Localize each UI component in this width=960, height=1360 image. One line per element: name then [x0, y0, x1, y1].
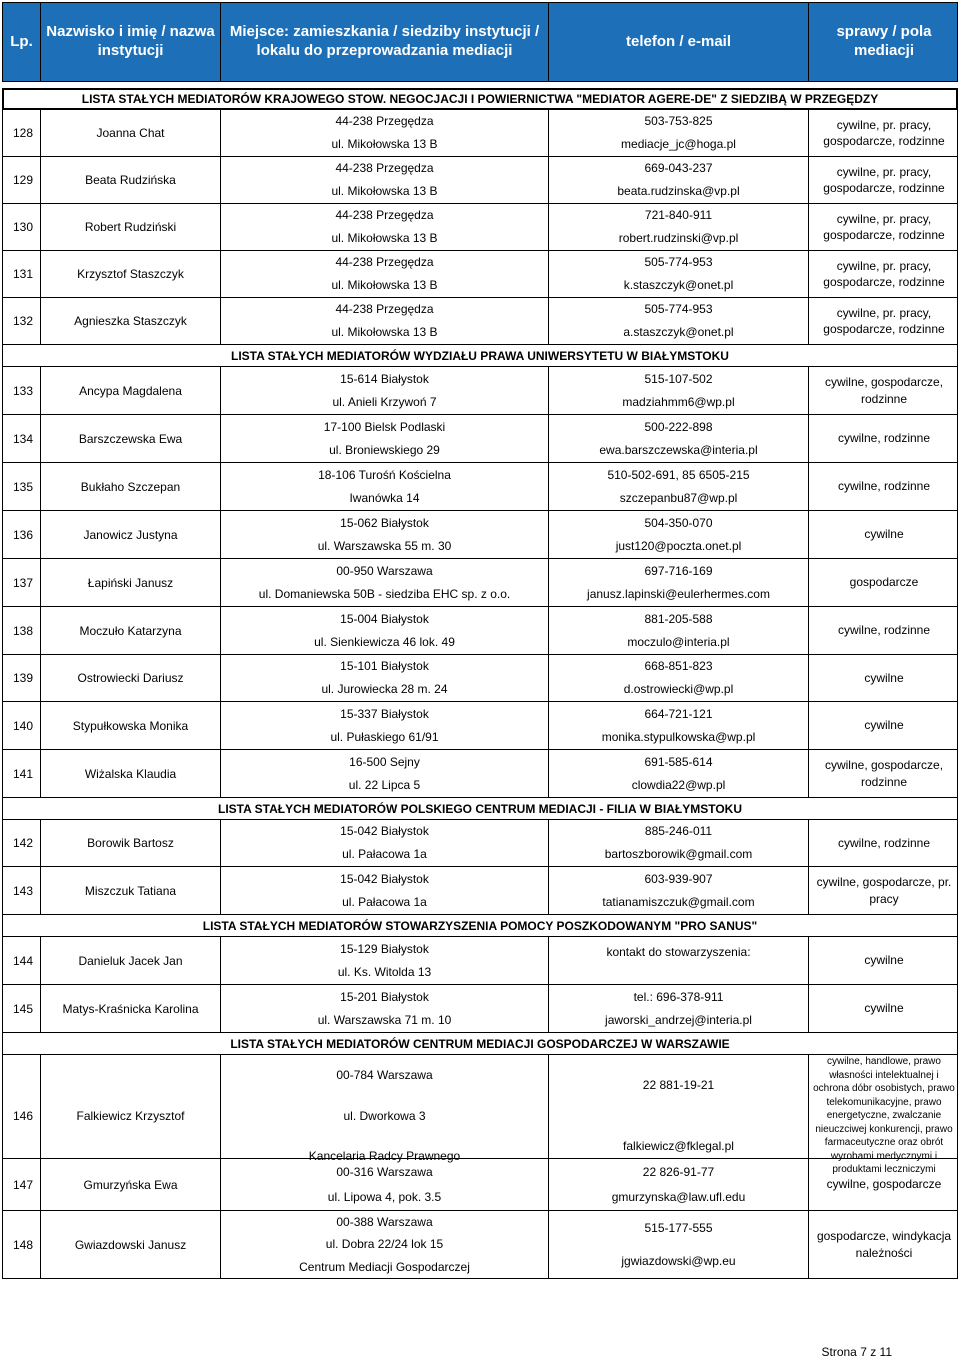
- contact-line: clowdia22@wp.pl: [631, 778, 726, 793]
- row-number: 138: [3, 607, 41, 654]
- document-page: [2, 2, 958, 1279]
- mediator-contact: [549, 702, 809, 749]
- place-line: 44-238 Przegędza: [335, 161, 434, 176]
- place-line: ul. Ks. Witolda 13: [337, 965, 432, 980]
- contact-line: 505-774-953: [644, 302, 713, 317]
- table-row: [2, 750, 958, 798]
- contact-line: 885-246-011: [644, 824, 713, 839]
- table-row: [2, 655, 958, 702]
- mediator-place: [221, 985, 549, 1032]
- contact-line: 668-851-823: [644, 659, 713, 674]
- contact-line: gmurzynska@law.ufl.edu: [611, 1190, 746, 1205]
- row-number: 146: [3, 1055, 41, 1177]
- mediator-place: [221, 367, 549, 414]
- mediator-areas: cywilne, rodzinne: [837, 835, 931, 850]
- mediator-place: [221, 251, 549, 297]
- mediator-contact: [549, 750, 809, 797]
- mediator-name: Wiżalska Klaudia: [41, 750, 221, 797]
- section-heading: LISTA STAŁYCH MEDIATORÓW STOWARZYSZENIA POMOCY POSZKODOWANYM "PRO SANUS": [2, 915, 958, 937]
- mediator-areas: cywilne: [864, 953, 904, 968]
- contact-line: 881-205-588: [644, 611, 713, 626]
- section-heading: LISTA STAŁYCH MEDIATORÓW POLSKIEGO CENTRUM MEDIACJI - FILIA W BIAŁYMSTOKU: [2, 798, 958, 820]
- mediator-name: Matys-Kraśnicka Karolina: [41, 985, 221, 1032]
- table-row: [2, 985, 958, 1033]
- mediator-name: Miszczuk Tatiana: [41, 867, 221, 914]
- contact-line: beata.rudzinska@vp.pl: [617, 184, 740, 199]
- row-number: 142: [3, 820, 41, 866]
- place-line: 15-004 Białystok: [340, 611, 429, 626]
- table-row: [2, 937, 958, 985]
- row-number: 143: [3, 867, 41, 914]
- mediator-place: [221, 867, 549, 914]
- mediator-contact: [549, 463, 809, 510]
- contact-line: falkiewicz@fklegal.pl: [623, 1138, 734, 1153]
- contact-line: jgwiazdowski@wp.eu: [621, 1254, 736, 1269]
- mediator-areas: cywilne: [864, 1001, 904, 1016]
- mediator-place: [221, 110, 549, 156]
- mediator-areas: cywilne, rodzinne: [837, 431, 931, 446]
- mediator-areas: cywilne, pr. pracy, gospodarcze, rodzinne: [823, 211, 945, 242]
- mediator-areas: gospodarcze, windykacja należności: [816, 1229, 952, 1260]
- place-line: ul. Mikołowska 13 B: [331, 184, 438, 199]
- mediator-contact: [549, 937, 809, 984]
- place-line: 15-062 Białystok: [340, 515, 429, 530]
- table-header: [2, 2, 958, 82]
- contact-line: jaworski_andrzej@interia.pl: [605, 1013, 752, 1028]
- header-areas: sprawy / pola mediacji: [836, 23, 932, 59]
- mediator-name: Borowik Bartosz: [41, 820, 221, 866]
- contact-line: d.ostrowiecki@wp.pl: [623, 682, 734, 697]
- mediator-name: Moczuło Katarzyna: [41, 607, 221, 654]
- contact-line: 721-840-911: [644, 208, 713, 223]
- place-line: 17-100 Bielsk Podlaski: [323, 419, 446, 434]
- mediator-place: [221, 937, 549, 984]
- place-line: Iwanówka 14: [349, 491, 420, 506]
- contact-line: 515-107-502: [644, 371, 713, 386]
- mediator-place: [221, 1159, 549, 1210]
- mediator-contact: [549, 655, 809, 701]
- contact-line: madziahmm6@wp.pl: [622, 395, 735, 410]
- place-line: ul. Dobra 22/24 lok 15: [325, 1237, 444, 1252]
- table-row: [2, 1211, 958, 1279]
- row-number: 129: [3, 157, 41, 203]
- mediator-place: [221, 415, 549, 462]
- contact-line: tatianamiszczuk@gmail.com: [602, 895, 755, 910]
- place-line: ul. Jurowiecka 28 m. 24: [321, 682, 448, 697]
- contact-line: 22 826-91-77: [642, 1164, 715, 1179]
- mediator-contact: [549, 157, 809, 203]
- mediator-place: [221, 607, 549, 654]
- header-lp: Lp.: [3, 3, 41, 81]
- mediator-place: [221, 1211, 549, 1278]
- mediator-contact: [549, 415, 809, 462]
- mediator-name: Barszczewska Ewa: [41, 415, 221, 462]
- mediator-areas: cywilne: [864, 718, 904, 733]
- table-row: [2, 820, 958, 867]
- place-line: ul. 22 Lipca 5: [348, 778, 421, 793]
- mediator-areas: cywilne, handlowe, prawo własności intelektualnej i ochrona dóbr osobistych, prawo telekomunikacyjne, prawo energetyczne, zwalczanie nieuczciwej konkurencji, prawo farmaceutyczne oraz obrót wyrobami medycznymi i produktami leczniczymi: [813, 1056, 955, 1175]
- contact-line: 22 881-19-21: [642, 1078, 715, 1093]
- mediator-areas: cywilne: [864, 670, 904, 685]
- place-line: 00-316 Warszawa: [336, 1164, 433, 1179]
- place-line: ul. Mikołowska 13 B: [331, 325, 438, 340]
- contact-line: mediacje_jc@hoga.pl: [621, 137, 736, 152]
- table-row: [2, 463, 958, 511]
- place-line: 00-784 Warszawa: [336, 1068, 433, 1083]
- contact-line: 505-774-953: [644, 255, 713, 270]
- place-line: 44-238 Przegędza: [335, 208, 434, 223]
- mediator-place: [221, 820, 549, 866]
- table-row: [2, 204, 958, 251]
- mediator-name: Bukłaho Szczepan: [41, 463, 221, 510]
- contact-line: k.staszczyk@onet.pl: [623, 278, 734, 293]
- contact-line: 510-502-691, 85 6505-215: [607, 467, 750, 482]
- place-line: 44-238 Przegędza: [335, 302, 434, 317]
- row-number: 131: [3, 251, 41, 297]
- mediator-place: [221, 157, 549, 203]
- contact-line: moczulo@interia.pl: [627, 635, 730, 650]
- table-row: [2, 559, 958, 607]
- mediator-areas: cywilne, rodzinne: [837, 623, 931, 638]
- mediator-areas: gospodarcze: [849, 575, 919, 590]
- table-row: [2, 157, 958, 204]
- row-number: 133: [3, 367, 41, 414]
- contact-line: 664-721-121: [644, 706, 713, 721]
- place-line: 15-614 Białystok: [340, 371, 429, 386]
- place-line: ul. Pułaskiego 61/91: [330, 730, 439, 745]
- table-row: [2, 607, 958, 655]
- place-line: 00-950 Warszawa: [336, 563, 433, 578]
- row-number: 144: [3, 937, 41, 984]
- contact-line: 515-177-555: [644, 1220, 713, 1235]
- place-line: Centrum Mediacji Gospodarczej: [299, 1259, 470, 1274]
- mediator-areas: cywilne, pr. pracy, gospodarcze, rodzinne: [823, 258, 945, 289]
- place-line: ul. Mikołowska 13 B: [331, 137, 438, 152]
- contact-line: ewa.barszczewska@interia.pl: [599, 443, 758, 458]
- row-number: 130: [3, 204, 41, 250]
- mediator-contact: [549, 985, 809, 1032]
- header-contact: telefon / e-mail: [549, 3, 809, 81]
- mediator-areas: cywilne, rodzinne: [837, 479, 931, 494]
- table-body: [2, 88, 958, 1279]
- table-row: [2, 367, 958, 415]
- place-line: 15-129 Białystok: [340, 941, 429, 956]
- place-line: ul. Warszawska 55 m. 30: [317, 539, 452, 554]
- mediator-name: Robert Rudziński: [41, 204, 221, 250]
- mediator-contact: [549, 298, 809, 344]
- mediator-name: Danieluk Jacek Jan: [41, 937, 221, 984]
- section-heading: LISTA STAŁYCH MEDIATORÓW CENTRUM MEDIACJI GOSPODARCZEJ W WARSZAWIE: [2, 1033, 958, 1055]
- mediator-areas: cywilne, pr. pracy, gospodarcze, rodzinne: [823, 305, 945, 336]
- mediator-contact: [549, 1159, 809, 1210]
- mediator-contact: [549, 559, 809, 606]
- mediator-contact: [549, 110, 809, 156]
- mediator-name: Ancypa Magdalena: [41, 367, 221, 414]
- mediator-name: Joanna Chat: [41, 110, 221, 156]
- contact-line: just120@poczta.onet.pl: [615, 539, 742, 554]
- contact-line: 500-222-898: [644, 419, 713, 434]
- row-number: 141: [3, 750, 41, 797]
- table-row: [2, 702, 958, 750]
- mediator-place: [221, 511, 549, 558]
- table-row: [2, 110, 958, 157]
- contact-line: 669-043-237: [644, 161, 713, 176]
- place-line: 15-101 Białystok: [340, 659, 429, 674]
- mediator-place: [221, 655, 549, 701]
- row-number: 139: [3, 655, 41, 701]
- place-line: 15-201 Białystok: [340, 989, 429, 1004]
- contact-line: 603-939-907: [644, 871, 713, 886]
- contact-line: janusz.lapinski@eulerhermes.com: [587, 587, 770, 602]
- mediator-name: Stypułkowska Monika: [41, 702, 221, 749]
- table-row: [2, 1159, 958, 1211]
- contact-line: a.staszczyk@onet.pl: [623, 325, 734, 340]
- place-line: 18-106 Turośń Kościelna: [318, 467, 451, 482]
- mediator-contact: [549, 511, 809, 558]
- place-line: 00-388 Warszawa: [336, 1214, 433, 1229]
- section-heading: LISTA STAŁYCH MEDIATORÓW KRAJOWEGO STOW. NEGOCJACJI I POWIERNICTWA "MEDIATOR AGERE-DE" Z SIEDZIBĄ W PRZEGĘDZY: [2, 88, 958, 110]
- row-number: 132: [3, 298, 41, 344]
- mediator-place: [221, 559, 549, 606]
- contact-line: 691-585-614: [644, 754, 713, 769]
- row-number: 145: [3, 985, 41, 1032]
- row-number: 148: [3, 1211, 41, 1278]
- row-number: 137: [3, 559, 41, 606]
- mediator-areas: cywilne, gospodarcze: [826, 1177, 942, 1192]
- contact-line: monika.stypulkowska@wp.pl: [601, 730, 756, 745]
- contact-line: szczepanbu87@wp.pl: [619, 491, 738, 506]
- place-line: ul. Mikołowska 13 B: [331, 231, 438, 246]
- row-number: 134: [3, 415, 41, 462]
- place-line: 15-042 Białystok: [340, 871, 429, 886]
- table-row: [2, 511, 958, 559]
- mediator-name: Gmurzyńska Ewa: [41, 1159, 221, 1210]
- contact-line: tel.: 696-378-911: [633, 989, 724, 1004]
- mediator-place: [221, 463, 549, 510]
- mediator-contact: [549, 251, 809, 297]
- mediator-name: Gwiazdowski Janusz: [41, 1211, 221, 1278]
- place-line: ul. Warszawska 71 m. 10: [317, 1013, 452, 1028]
- mediator-areas: cywilne, pr. pracy, gospodarcze, rodzinne: [823, 117, 945, 148]
- mediator-name: Krzysztof Staszczyk: [41, 251, 221, 297]
- place-line: ul. Dworkowa 3: [343, 1108, 426, 1123]
- place-line: 16-500 Sejny: [349, 754, 420, 769]
- contact-line: robert.rudzinski@vp.pl: [618, 231, 739, 246]
- mediator-contact: [549, 367, 809, 414]
- place-line: 15-337 Białystok: [340, 706, 429, 721]
- place-line: ul. Mikołowska 13 B: [331, 278, 438, 293]
- contact-line: 503-753-825: [644, 114, 713, 129]
- table-row: [2, 867, 958, 915]
- contact-line: kontakt do stowarzyszenia:: [606, 945, 751, 960]
- mediator-name: Falkiewicz Krzysztof: [41, 1055, 221, 1177]
- mediator-place: [221, 750, 549, 797]
- row-number: 140: [3, 702, 41, 749]
- contact-line: 504-350-070: [644, 515, 713, 530]
- place-line: ul. Broniewskiego 29: [329, 443, 440, 458]
- mediator-place: [221, 298, 549, 344]
- place-line: ul. Pałacowa 1a: [342, 847, 427, 862]
- table-row: [2, 298, 958, 345]
- header-name: Nazwisko i imię / nazwa instytucji: [41, 3, 221, 81]
- header-place: Miejsce: zamieszkania / siedziby instytucji / lokalu do przeprowadzania mediacji: [221, 3, 549, 81]
- row-number: 147: [3, 1159, 41, 1210]
- place-line: ul. Lipowa 4, pok. 3.5: [327, 1190, 442, 1205]
- row-number: 136: [3, 511, 41, 558]
- place-line: ul. Pałacowa 1a: [342, 895, 427, 910]
- place-line: Kancelaria Radcy Prawnego: [308, 1149, 461, 1164]
- mediator-areas: cywilne, pr. pracy, gospodarcze, rodzinne: [823, 164, 945, 195]
- place-line: ul. Domaniewska 50B - siedziba EHC sp. z o.o.: [258, 587, 511, 602]
- mediator-contact: [549, 607, 809, 654]
- mediator-name: Ostrowiecki Dariusz: [41, 655, 221, 701]
- place-line: ul. Sienkiewicza 46 lok. 49: [314, 635, 455, 650]
- mediator-areas: cywilne, gospodarcze, rodzinne: [824, 375, 944, 406]
- mediator-contact: [549, 204, 809, 250]
- place-line: ul. Anieli Krzywoń 7: [332, 395, 437, 410]
- table-row: [2, 251, 958, 298]
- mediator-contact: [549, 820, 809, 866]
- mediator-name: Łapiński Janusz: [41, 559, 221, 606]
- mediator-areas: cywilne, gospodarcze, pr. pracy: [816, 875, 952, 906]
- section-heading: LISTA STAŁYCH MEDIATORÓW WYDZIAŁU PRAWA UNIWERSYTETU W BIAŁYMSTOKU: [2, 345, 958, 367]
- row-number: 135: [3, 463, 41, 510]
- contact-line: 697-716-169: [644, 563, 713, 578]
- mediator-areas: cywilne: [864, 527, 904, 542]
- mediator-name: Agnieszka Staszczyk: [41, 298, 221, 344]
- mediator-name: Janowicz Justyna: [41, 511, 221, 558]
- mediator-place: [221, 702, 549, 749]
- place-line: 44-238 Przegędza: [335, 255, 434, 270]
- table-row: [2, 415, 958, 463]
- mediator-contact: [549, 1211, 809, 1278]
- mediator-areas: cywilne, gospodarcze, rodzinne: [824, 758, 944, 789]
- place-line: 44-238 Przegędza: [335, 114, 434, 129]
- contact-line: bartoszborowik@gmail.com: [604, 847, 753, 862]
- place-line: 15-042 Białystok: [340, 824, 429, 839]
- page-number: Strona 7 z 11: [821, 1345, 892, 1359]
- mediator-place: [221, 204, 549, 250]
- mediator-contact: [549, 867, 809, 914]
- row-number: 128: [3, 110, 41, 156]
- mediator-name: Beata Rudzińska: [41, 157, 221, 203]
